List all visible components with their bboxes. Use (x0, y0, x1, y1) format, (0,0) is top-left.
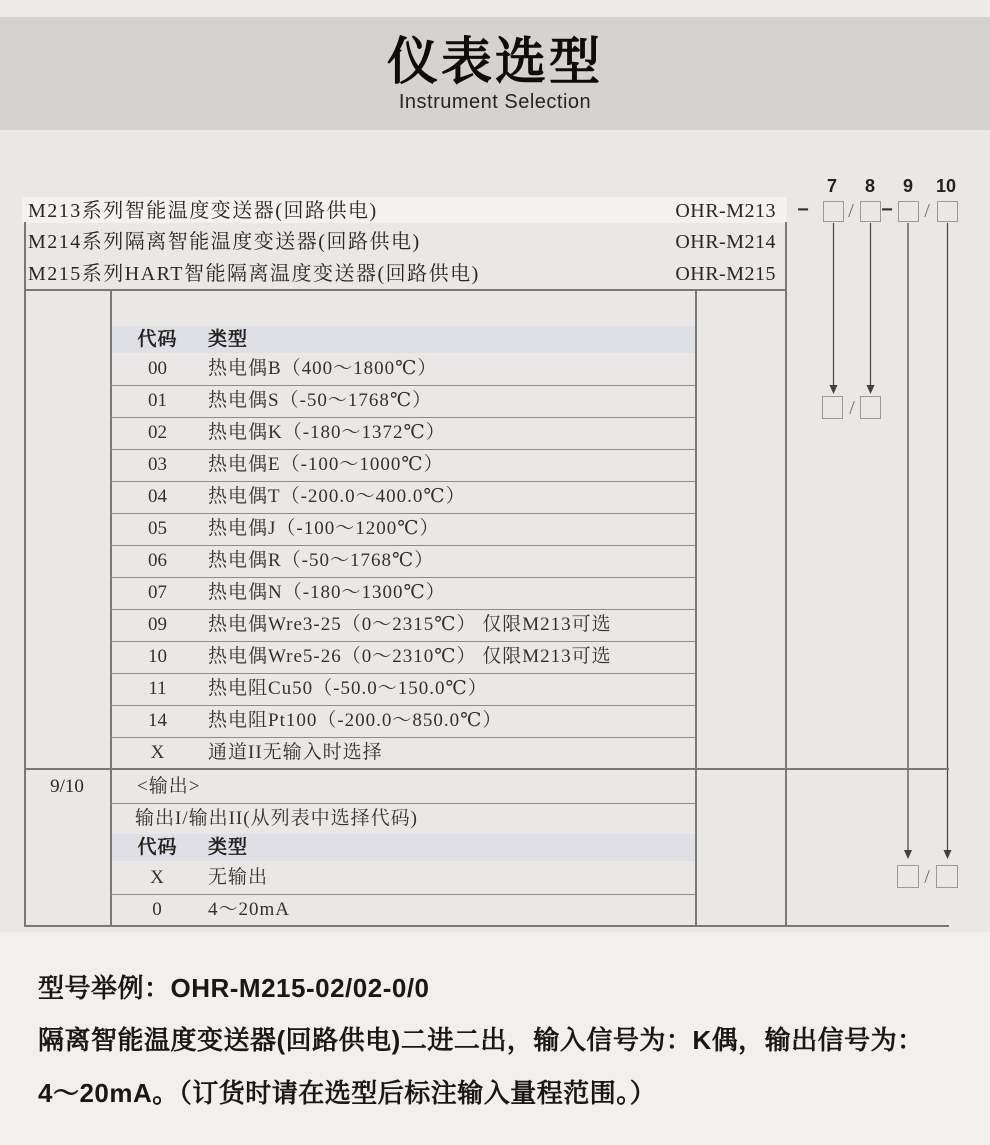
input-row-type: 热电偶K（-180～1372℃） (208, 422, 446, 443)
input-row-type: 热电阻Cu50（-50.0～150.0℃） (208, 678, 488, 699)
product-code-m215: OHR-M215 (675, 263, 776, 285)
slash-separator: / (924, 866, 930, 888)
product-name-m215: M215系列HART智能隔离温度变送器(回路供电) (28, 263, 480, 285)
input-row-type: 热电偶Wre5-26（0～2310℃） 仅限M213可选 (208, 646, 612, 667)
input-header-type: 类型 (208, 329, 249, 350)
input-row-code: 09 (148, 614, 167, 635)
product-name-m213: M213系列智能温度变送器(回路供电) (28, 200, 378, 222)
position-label-9: 9 (902, 176, 913, 196)
input-row-type: 热电偶E（-100～1000℃） (208, 454, 444, 475)
table-line-bottom (24, 925, 949, 927)
input-row-type: 热电偶T（-200.0～400.0℃） (208, 486, 466, 507)
example-description-line: 隔离智能温度变送器(回路供电)二进二出，输入信号为：K偶，输出信号为： (38, 1025, 924, 1055)
input-row-type: 热电偶N（-180～1300℃） (208, 582, 446, 603)
dash-separator: − (797, 199, 809, 221)
page-subtitle: Instrument Selection (398, 91, 592, 113)
input-row-code: 02 (148, 422, 167, 443)
output-group-title: <输出> (137, 776, 201, 797)
input-row-type: 热电偶J（-100～1200℃） (208, 518, 440, 539)
slash-separator: / (849, 397, 855, 419)
code-box-9 (898, 201, 919, 222)
output-row-type: 4～20mA (208, 899, 291, 920)
product-code-m213: OHR-M213 (675, 200, 776, 222)
input-row-code: X (150, 742, 165, 763)
input-row-code: 05 (148, 518, 167, 539)
example-model-line: 型号举例：OHR-M215-02/02-0/0 (38, 973, 430, 1003)
output-row-type: 无输出 (208, 867, 269, 888)
target-box-7 (822, 396, 843, 419)
input-row-code: 03 (148, 454, 167, 475)
output-group-subtitle: 输出I/输出II(从列表中选择代码) (135, 808, 418, 829)
input-row-code: 01 (148, 390, 167, 411)
slash-separator: / (924, 200, 930, 222)
input-row-code: 07 (148, 582, 167, 603)
example-note-line: 4～20mA。（订货时请在选型后标注输入量程范围。） (38, 1078, 657, 1108)
output-header-code: 代码 (137, 837, 178, 858)
input-row-type: 热电偶Wre3-25（0～2315℃） 仅限M213可选 (208, 614, 612, 635)
dash-separator: − (881, 199, 893, 221)
position-label-7: 7 (826, 176, 837, 196)
target-box-9 (897, 865, 919, 888)
table-border-right (785, 222, 787, 927)
target-box-8 (860, 396, 881, 419)
output-row-code: X (150, 867, 165, 888)
input-row-code: 06 (148, 550, 167, 571)
input-header-code: 代码 (137, 329, 178, 350)
top-strip (0, 0, 990, 17)
position-label-8: 8 (864, 176, 875, 196)
output-header-type: 类型 (208, 837, 249, 858)
input-row-code: 10 (148, 646, 167, 667)
input-row-type: 通道II无输入时选择 (208, 742, 383, 763)
input-row-code: 14 (148, 710, 167, 731)
table-inner-right-border (695, 289, 697, 927)
input-row-code: 11 (148, 678, 167, 699)
page-title: 仪表选型 (386, 33, 603, 90)
input-row-type: 热电阻Pt100（-200.0～850.0℃） (208, 710, 503, 731)
output-row-code: 0 (152, 899, 163, 920)
product-code-m214: OHR-M214 (675, 231, 776, 253)
product-name-m214: M214系列隔离智能温度变送器(回路供电) (28, 231, 421, 253)
input-row-type: 热电偶B（400～1800℃） (208, 358, 438, 379)
code-box-10 (937, 201, 958, 222)
code-box-7 (823, 201, 844, 222)
code-box-8 (860, 201, 881, 222)
input-row-code: 04 (148, 486, 167, 507)
input-row-code: 00 (148, 358, 167, 379)
table-border-left (24, 222, 26, 927)
output-position-label: 9/10 (50, 776, 84, 797)
target-box-10 (936, 865, 958, 888)
input-row-type: 热电偶R（-50～1768℃） (208, 550, 435, 571)
input-row-type: 热电偶S（-50～1768℃） (208, 390, 433, 411)
position-label-10: 10 (935, 176, 957, 196)
table-line-top (24, 289, 787, 291)
slash-separator: / (848, 200, 854, 222)
